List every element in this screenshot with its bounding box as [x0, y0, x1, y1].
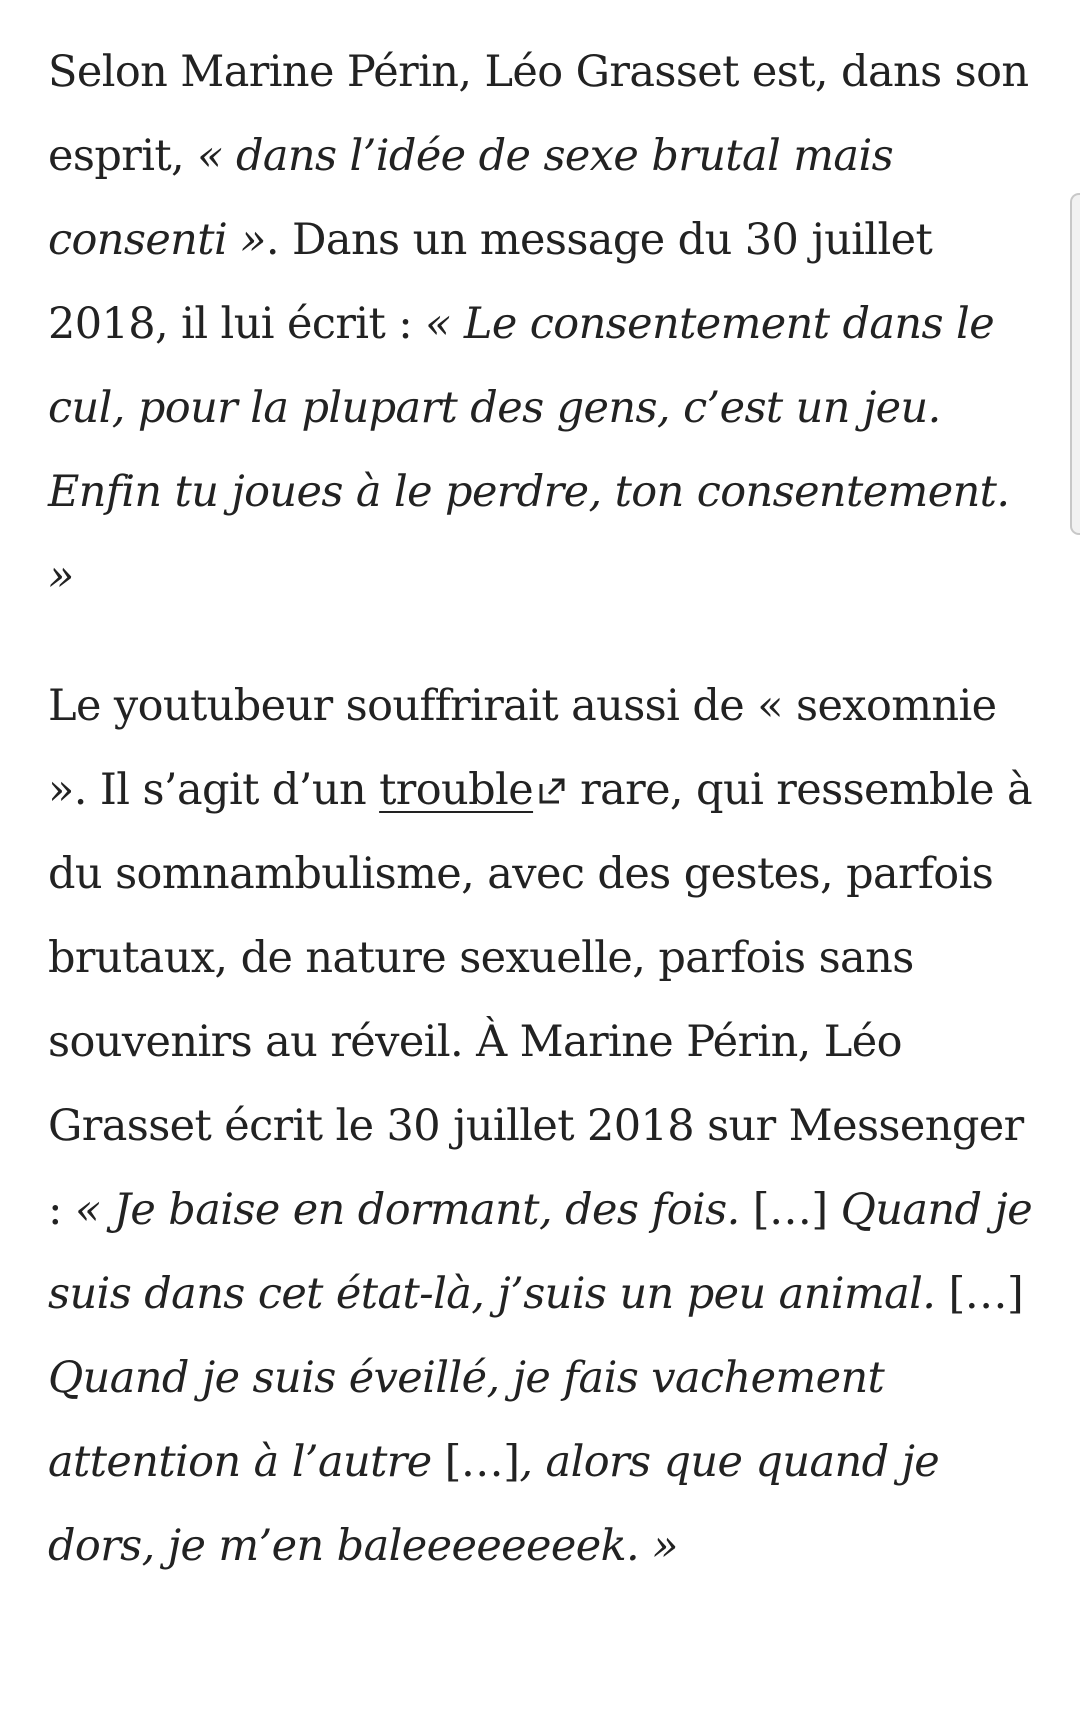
paragraph-consent: [48, 30, 1040, 618]
paragraph-sexomnie: [48, 664, 1040, 1588]
article-body: [48, 30, 1040, 1588]
paragraph-1-quote-b: « Le consentement dans le cul, pour la plupart des gens, c’est un jeu. Enfin tu joues à le perdre, ton consentement. »: [48, 299, 1010, 601]
paragraph-2-quote-d: , alors que quand je dors, je m’en baleeeeeeeek. »: [48, 1437, 940, 1571]
trouble-link[interactable]: trouble: [379, 765, 534, 815]
paragraph-2-quote-b: Quand je suis dans cet état-là, j’suis un peu animal.: [48, 1185, 1033, 1319]
paragraph-2-text-a: Le youtubeur souffrirait aussi de « sexomnie ». Il s’agit d’un: [48, 681, 997, 815]
paragraph-2-quote-c: Quand je suis éveillé, je fais vachement attention à l’autre: [48, 1353, 885, 1487]
paragraph-1-quote-a: « dans l’idée de sexe brutal mais consenti »: [48, 131, 894, 265]
paragraph-2-text-b: rare, qui ressemble à du somnambulisme, avec des gestes, parfois brutaux, de nature sexuelle, parfois sans souvenirs au réveil. À Marine Périn, Léo Grasset écrit le 30 juillet 2018 sur Messenger :: [48, 765, 1033, 1235]
paragraph-2-ellipsis-2: […]: [935, 1269, 1024, 1319]
paragraph-2-ellipsis-3: […]: [431, 1437, 520, 1487]
scroll-handle[interactable]: [1070, 193, 1080, 535]
external-link-icon[interactable]: [537, 750, 567, 780]
paragraph-2-ellipsis-1: […]: [739, 1185, 841, 1235]
paragraph-1-text-a: Selon Marine Périn, Léo Grasset est, dans son esprit,: [48, 47, 1029, 181]
paragraph-2-quote-a: « Je baise en dormant, des fois.: [74, 1185, 740, 1235]
paragraph-1-text-b: . Dans un message du 30 juillet 2018, il lui écrit :: [48, 215, 933, 349]
